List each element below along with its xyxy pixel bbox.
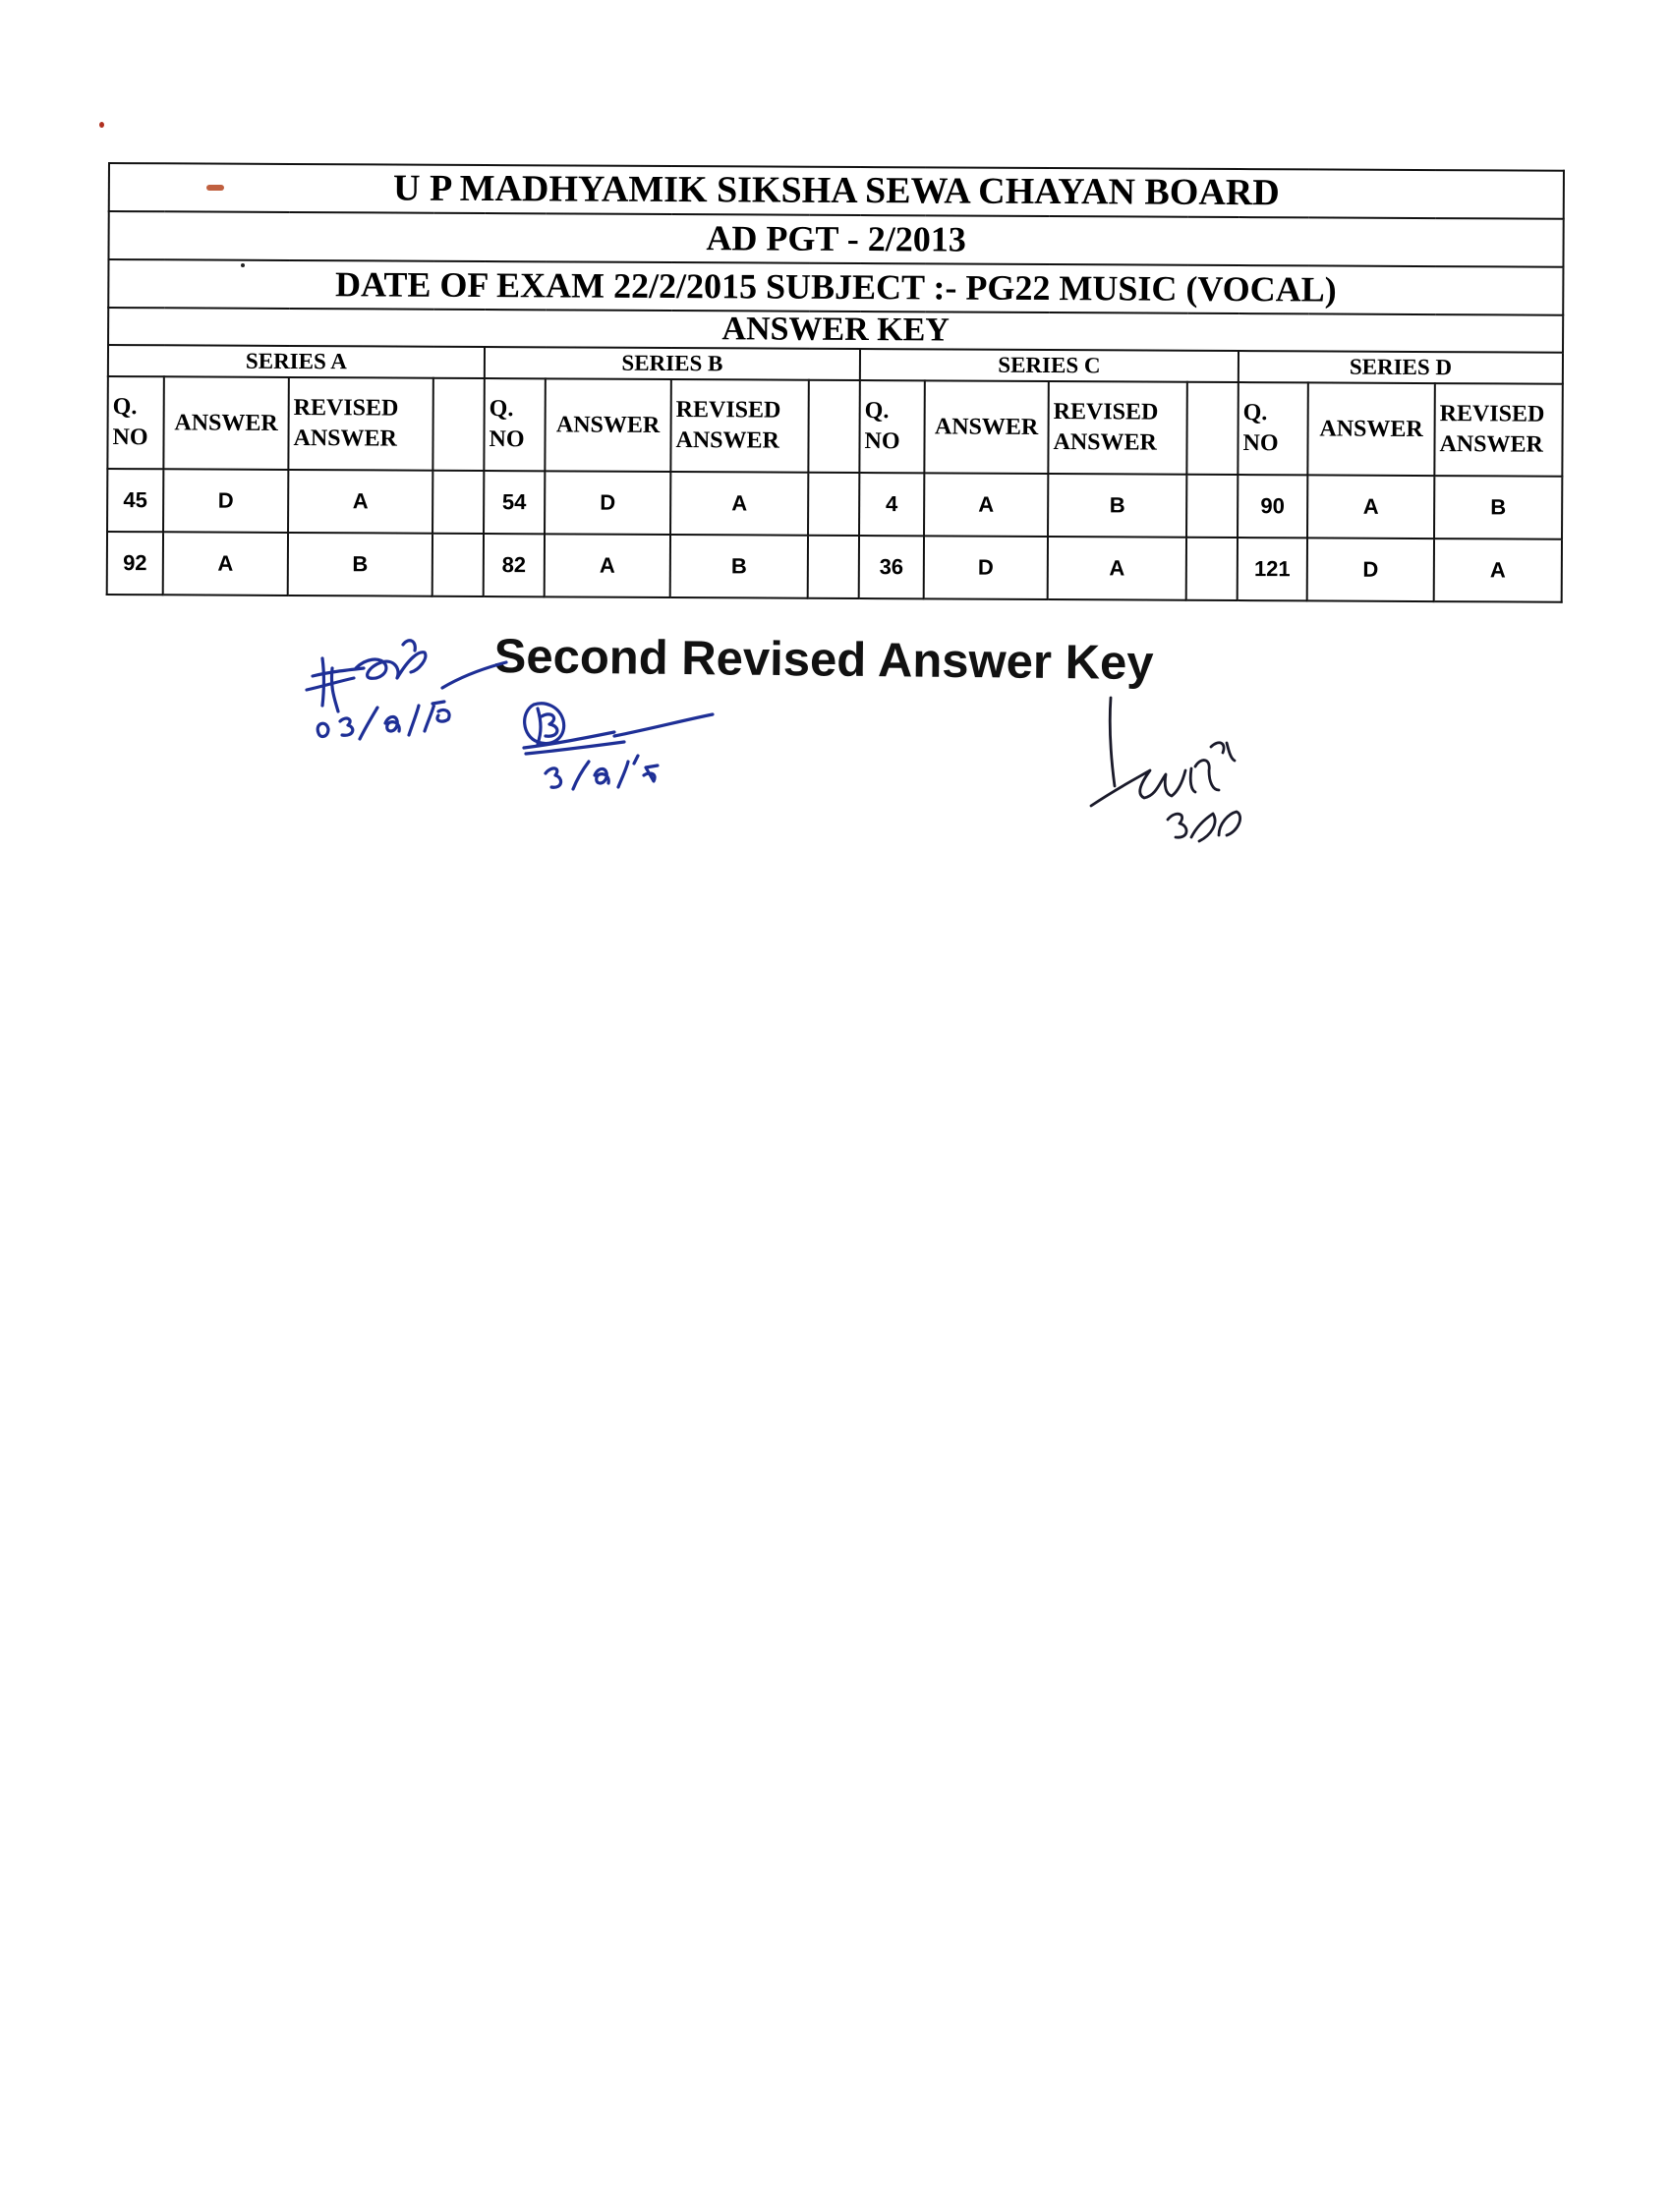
q-number: 45 [107,469,163,532]
column-header-row [107,376,1563,477]
q-number: 121 [1238,538,1307,600]
q-number: 82 [484,534,545,596]
revised-answer-value: A [288,470,432,534]
revised-answer-value: B [1434,476,1562,539]
spacer-cell [432,471,484,534]
q-number: 54 [484,471,545,534]
exam-code: AD PGT - 2/2013 [108,211,1563,267]
scan-speck [241,263,245,267]
exam-info: DATE OF EXAM 22/2/2015 SUBJECT :- PG22 MUSIC (VOCAL) [108,259,1563,315]
revised-header: REVISED ANSWER [1048,381,1186,475]
qno-header: Q. NO [859,380,924,473]
revised-header: REVISED ANSWER [288,377,432,471]
scan-speck [99,122,104,128]
answer-value: D [163,469,288,533]
answer-header: ANSWER [1307,382,1434,476]
answer-header: ANSWER [163,376,288,470]
q-number: 4 [859,473,924,536]
q-number: 90 [1238,475,1307,538]
spacer-cell [1186,475,1238,538]
spacer-cell [432,534,484,596]
revised-header: REVISED ANSWER [1434,383,1563,477]
answer-key-sheet [106,162,1563,603]
signature-3-handwritten [1081,688,1278,865]
series-b-heading: SERIES B [485,347,860,380]
series-d-heading: SERIES D [1239,351,1563,384]
table-row [107,532,1562,602]
revised-answer-value: B [670,535,808,598]
answer-value: D [1307,538,1434,601]
signature-1-handwritten [295,629,511,757]
answer-value: A [1307,475,1434,539]
revised-answer-value: B [1048,474,1186,538]
answer-value: D [924,536,1048,599]
signature-2-handwritten [516,693,722,801]
revised-answer-value: A [670,472,808,536]
answer-header: ANSWER [924,380,1048,474]
second-revised-caption: Second Revised Answer Key [493,629,1154,691]
q-number: 36 [859,536,924,598]
spacer-cell [808,380,859,473]
doc-type: ANSWER KEY [108,308,1563,353]
revised-answer-value: A [1048,537,1186,600]
revised-header: REVISED ANSWER [670,379,808,473]
spacer-cell [808,536,859,598]
spacer-cell [808,473,859,536]
answer-value: A [924,473,1048,537]
qno-header: Q. NO [1238,382,1307,475]
qno-header: Q. NO [484,378,545,471]
answer-value: A [163,532,288,596]
answer-value: A [545,534,670,597]
revised-answer-value: A [1434,539,1562,602]
table-row [107,469,1562,539]
spacer-cell [1186,538,1238,600]
answer-value: D [545,471,670,535]
answer-key-table [106,162,1565,603]
board-title: U P MADHYAMIK SIKSHA SEWA CHAYAN BOARD [109,163,1564,219]
scan-speck [206,185,224,191]
spacer-cell [432,378,484,471]
spacer-cell [1186,382,1238,475]
q-number: 92 [107,532,163,595]
revised-answer-value: B [288,533,432,596]
series-a-heading: SERIES A [108,345,485,378]
qno-header: Q. NO [107,376,163,469]
answer-header: ANSWER [545,378,670,472]
series-c-heading: SERIES C [860,349,1239,382]
